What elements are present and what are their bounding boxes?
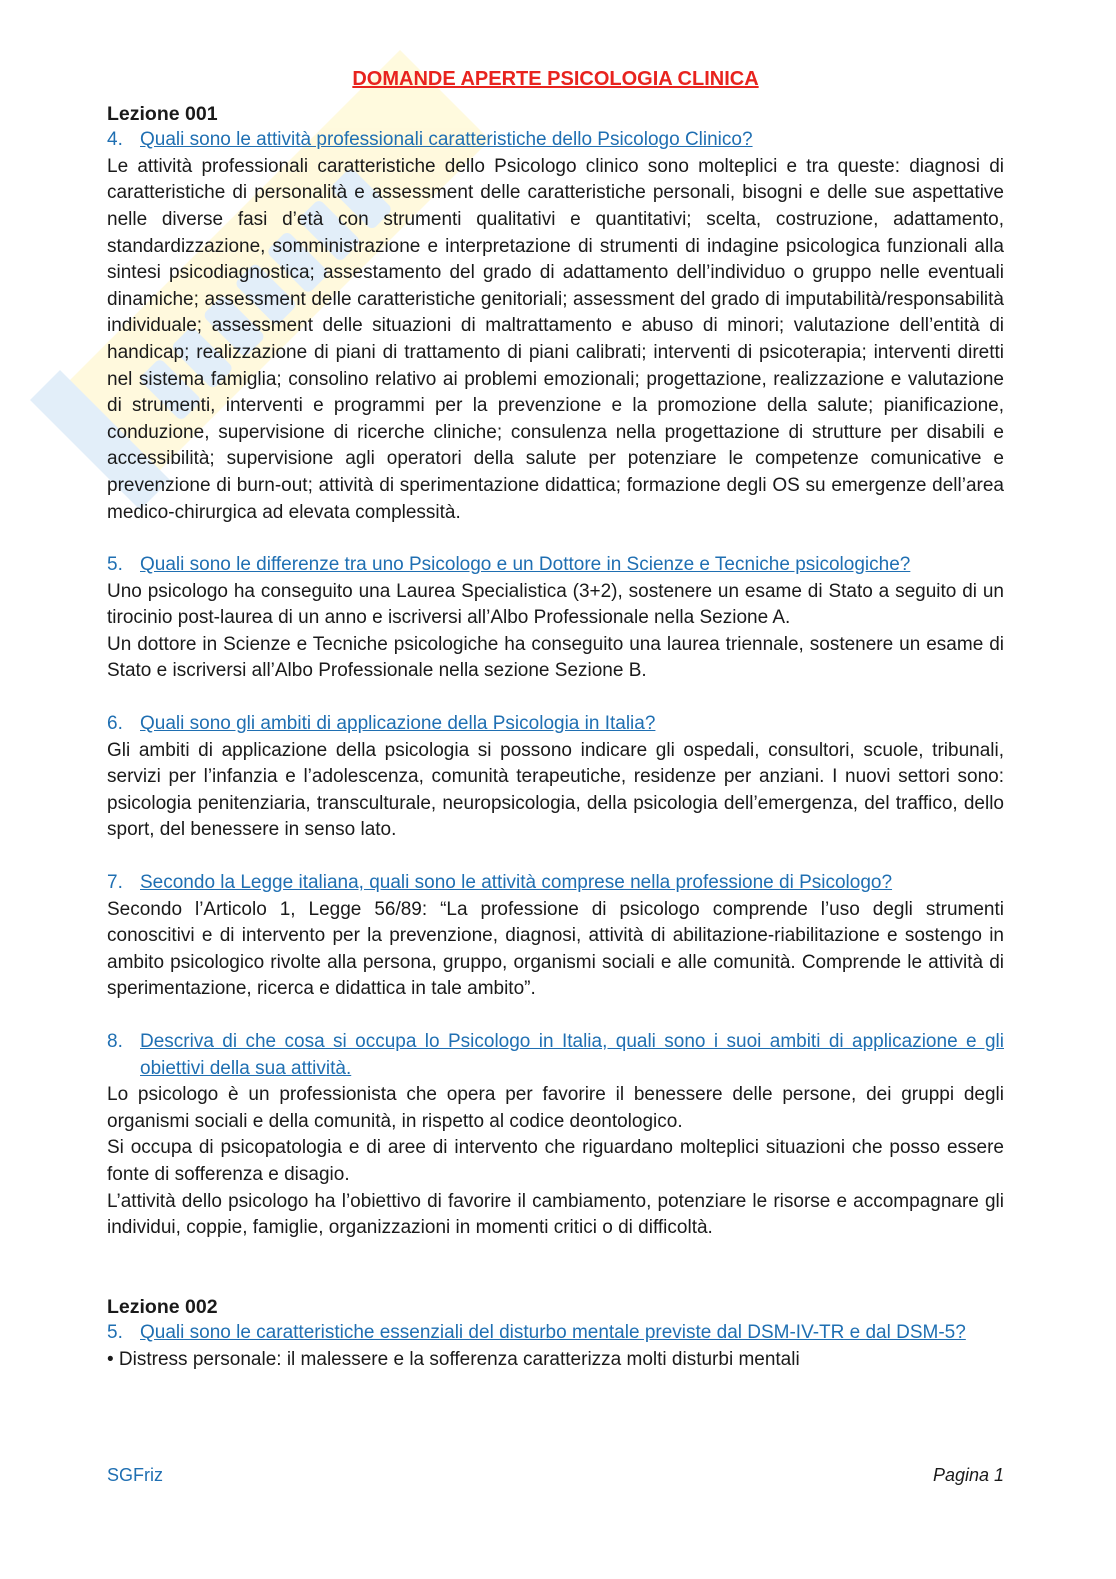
lesson-heading-002: Lezione 002 [107, 1295, 218, 1318]
answer-paragraph: Secondo l’Articolo 1, Legge 56/89: “La professione di psicologo comprende l’uso degli strumenti conoscitivi e di intervento per la prevenzione, diagnosi, attività di abilitazione-riabilitazione e sostengo in ambito psicologico rivolte alla persona, gruppo, organismi sociali e alle comunità. Comprende le attività di sperimentazione, ricerca e didattica in tale ambito”. [107, 898, 1004, 1000]
question-7[interactable] [107, 870, 1004, 897]
answer-paragraph: Lo psicologo è un professionista che opera per favorire il benessere delle persone, dei gruppi degli organismi sociali e della comunità, in rispetto al codice deontologico. [107, 1084, 1004, 1132]
question-number: 5. [107, 1322, 123, 1344]
document-title: DOMANDE APERTE PSICOLOGIA CLINICA [352, 68, 759, 90]
question-link[interactable]: Quali sono le attività professionali caratteristiche dello Psicologo Clinico? [140, 129, 753, 151]
answer-paragraph: L’attività dello psicologo ha l’obiettivo di favorire il cambiamento, potenziare le risorse e accompagnare gli individui, coppie, famiglie, organizzazioni in momenti critici o di difficoltà. [107, 1190, 1004, 1239]
question-6[interactable] [107, 711, 1004, 738]
answer-paragraph: Si occupa di psicopatologia e di aree di intervento che riguardano molteplici situazioni che posso essere fonte di sofferenza e disagio. [107, 1137, 1004, 1185]
question-link[interactable]: Quali sono le caratteristiche essenziali del disturbo mentale previste dal DSM-IV-TR e dal DSM-5? [140, 1322, 966, 1344]
question-link[interactable]: Quali sono le differenze tra uno Psicologo e un Dottore in Scienze e Tecniche psicologiche? [140, 554, 911, 576]
question-number: 5. [107, 554, 123, 576]
question-5-lesson-2[interactable] [107, 1320, 1004, 1347]
question-link[interactable]: Descriva di che cosa si occupa lo Psicologo in Italia, quali sono i suoi ambiti di applicazione e gli obiettivi della sua attività. [140, 1031, 1004, 1079]
answer-paragraph: Uno psicologo ha conseguito una Laurea Specialistica (3+2), sostenere un esame di Stato a seguito di un tirocinio post-laurea di un anno e iscriversi all’Albo Professionale nella Sezione A. [107, 580, 1004, 629]
document-page [107, 66, 1004, 1374]
lesson-heading-001: Lezione 001 [107, 102, 218, 125]
footer-author: SGFriz [107, 1465, 163, 1485]
question-number: 8. [107, 1031, 123, 1052]
answer-paragraph: Le attività professionali caratteristiche dello Psicologo clinico sono molteplici e tra queste: diagnosi di caratteristiche di personalità e assessment delle caratteristiche personali, bisogni e delle sue aspettative nelle diverse fasi d’età con strumenti qualitativi e quantitativi; scelta, costruzione, adattamento, standardizzazione, somministrazione e interpretazione di strumenti di indagine psicologica funzionali alla sintesi psicodiagnostica; assestamento del grado di adattamento dell’individuo o gruppo nelle eventuali dinamiche; assessment delle caratteristiche genitoriali; assessment del grado di imputabilità/responsabilità individuale; assessment delle situazioni di maltrattamento e abuso di minori; valutazione dell’entità di handicap; realizzazione di piani di trattamento di piani calibrati; interventi di psicoterapia; interventi diretti nel sistema famiglia; consolino relativo ai problemi emozionali; progettazione, realizzazione e valutazione di strumenti, interventi e programmi per la prevenzione e la promozione della salute; pianificazione, conduzione, supervisione di ricerche cliniche; consulenza nella progettazione di strutture per disabili e accessibilità; supervisione agli operatori della salute per potenziare le competenze comunicative e prevenzione di burn-out; attività di sperimentazione didattica; formazione degli OS su emergenze dell’area medico-chirurgica ad elevata complessità. [107, 155, 1004, 523]
question-8[interactable] [107, 1029, 1004, 1082]
question-number: 7. [107, 872, 123, 894]
question-5[interactable] [107, 552, 1004, 579]
question-link[interactable]: Quali sono gli ambiti di applicazione della Psicologia in Italia? [140, 713, 656, 735]
answer-paragraph: Un dottore in Scienze e Tecniche psicologiche ha conseguito una laurea triennale, sostenere un esame di Stato e iscriversi all’Albo Professionale nella sezione Sezione B. [107, 633, 1004, 682]
footer-page-number: Pagina 1 [932, 1465, 1004, 1485]
question-number: 4. [107, 129, 123, 151]
answer-paragraph: Gli ambiti di applicazione della psicologia si possono indicare gli ospedali, consultori, scuole, tribunali, servizi per l’infanzia e l’adolescenza, comunità terapeutiche, residenze per anziani. I nuovi settori sono: psicologia penitenziaria, transculturale, neuropsicologia, della psicologia dell’emergenza, del traffico, dello sport, del benessere in senso lato. [107, 739, 1004, 841]
question-link[interactable]: Secondo la Legge italiana, quali sono le attività comprese nella professione di Psicologo? [140, 872, 893, 894]
question-number: 6. [107, 713, 123, 735]
bullet-item: • Distress personale: il malessere e la sofferenza caratterizza molti disturbi mentali [107, 1348, 800, 1370]
question-4[interactable] [107, 127, 1004, 154]
page-footer [107, 1465, 1004, 1486]
